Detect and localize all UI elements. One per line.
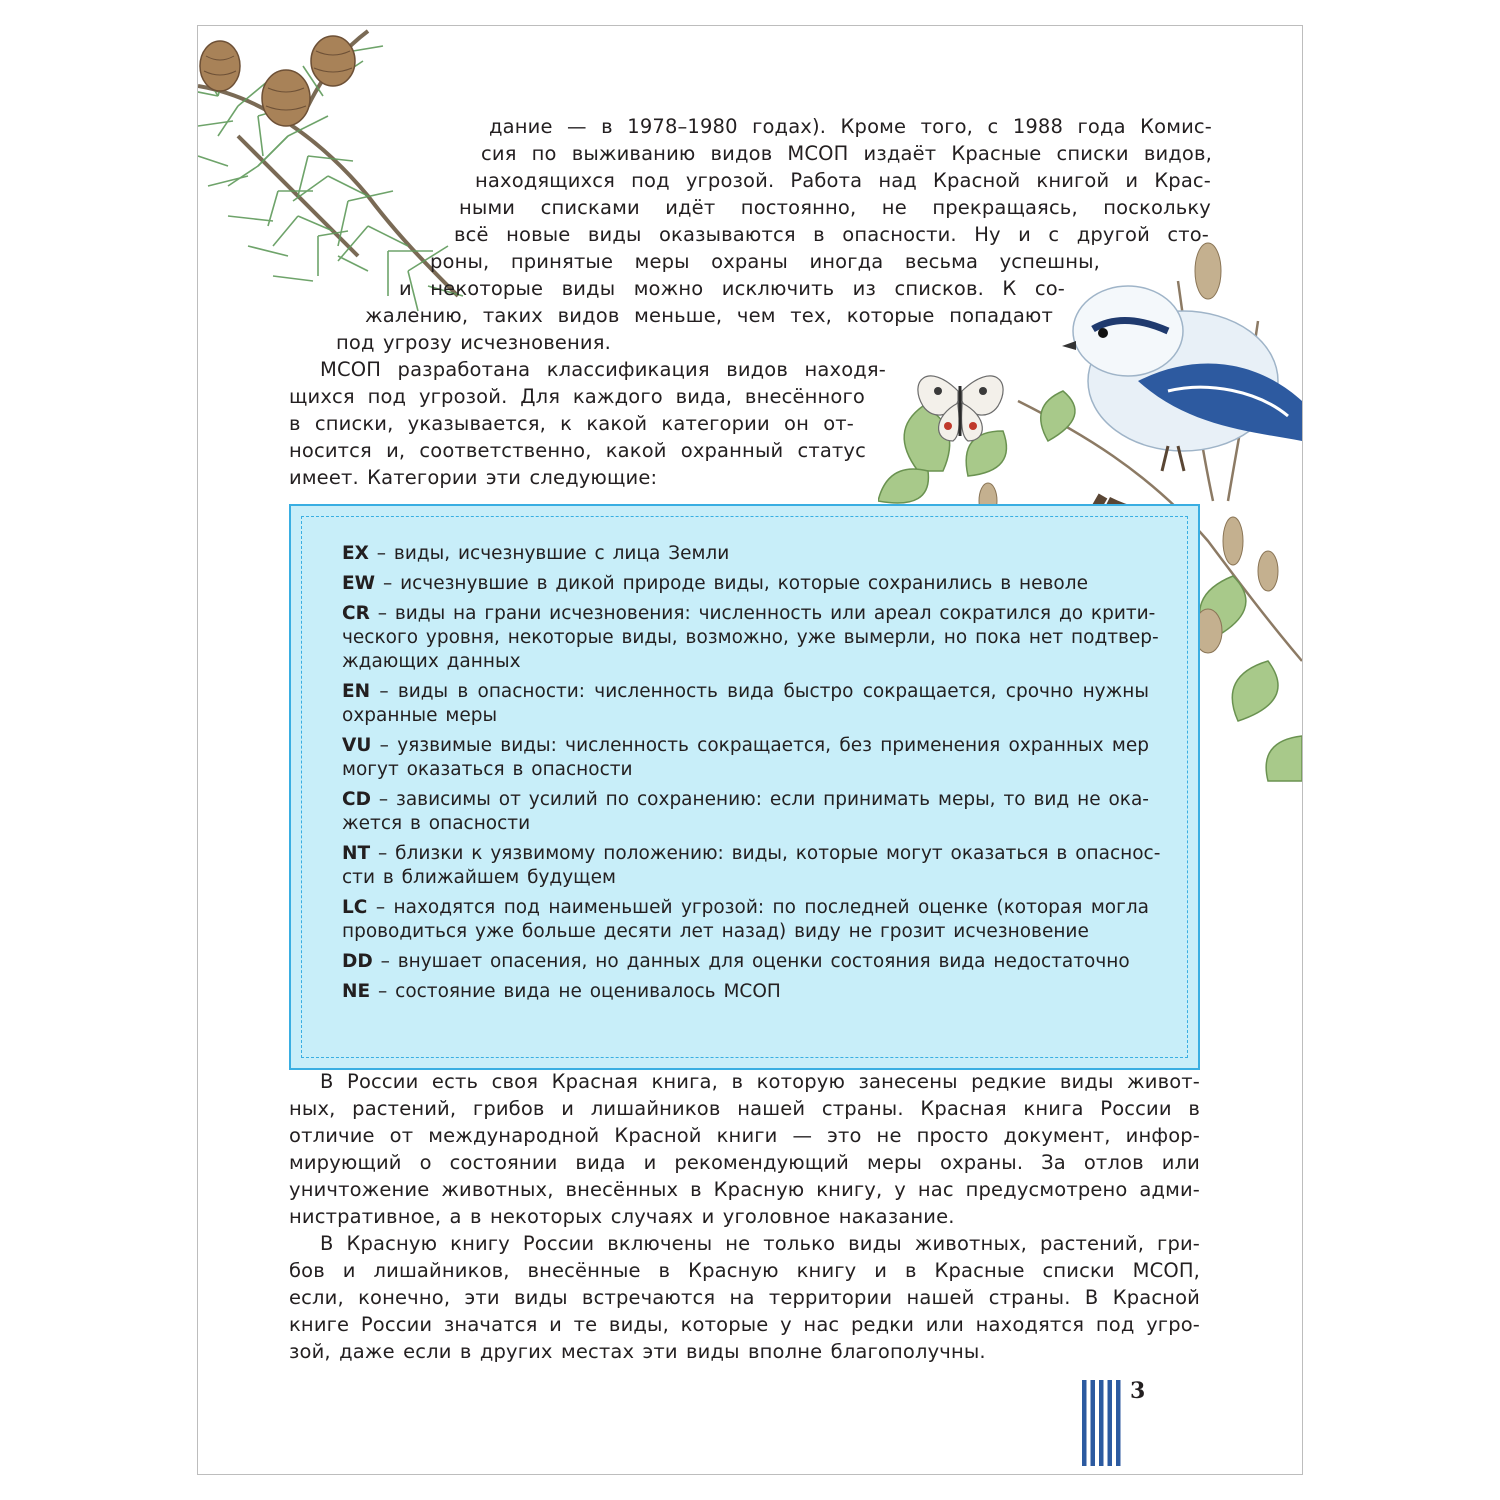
category-code: EX	[342, 543, 369, 564]
category-cr-continued: ческого уровня, некоторые виды, возможно, уже вымерли, но пока нет подтвер-	[342, 627, 1159, 648]
category-ew	[342, 572, 1142, 596]
text-line: сия по выживанию видов МСОП издаёт Красные списки видов,	[481, 142, 1212, 165]
category-dd	[342, 950, 1149, 974]
page-number: 3	[1130, 1378, 1146, 1404]
category-description: – зависимы от усилий по сохранению: если принимать меры, то вид не ока-	[378, 789, 1149, 810]
text-line: носится и, соответственно, какой охранный статус	[289, 439, 866, 462]
text-line: В России есть своя Красная книга, в которую занесены редкие виды живот-	[320, 1070, 1200, 1093]
text-line: бов и лишайников, внесённые в Красную книгу и в Красные списки МСОП,	[289, 1259, 1200, 1282]
book-page	[197, 25, 1303, 1475]
category-en	[342, 680, 1149, 704]
text-line: дание — в 1978–1980 годах). Кроме того, с 1988 года Комис-	[489, 115, 1212, 138]
text-line: книге России значатся и те виды, которые у нас редки или находятся под угро-	[289, 1313, 1200, 1336]
category-code: NE	[342, 981, 371, 1002]
category-code: NT	[342, 843, 371, 864]
category-code: VU	[342, 735, 372, 756]
category-description: – виды в опасности: численность вида быстро сокращается, срочно нужны	[379, 681, 1149, 702]
category-ex	[342, 542, 1142, 566]
category-cr	[342, 602, 1156, 626]
category-code: EW	[342, 573, 376, 594]
text-line: мирующий о состоянии вида и рекомендующий меры охраны. За отлов или	[289, 1151, 1200, 1174]
text-line: ных, растений, грибов и лишайников нашей страны. Красная книга России в	[289, 1097, 1200, 1120]
category-ne	[342, 980, 1142, 1004]
text-line: МСОП разработана классификация видов находя-	[320, 358, 886, 381]
text-line: отличие от международной Красной книги — это не просто документ, инфор-	[289, 1124, 1200, 1147]
category-lc-continued: проводиться уже больше десяти лет назад) виду не грозит исчезновение	[342, 921, 1089, 942]
category-description: – виды, исчезнувшие с лица Земли	[376, 543, 730, 564]
text-line: жалению, таких видов меньше, чем тех, которые попадают	[365, 304, 1053, 327]
category-code: EN	[342, 681, 371, 702]
category-en-continued: охранные меры	[342, 705, 498, 726]
category-description: – состояние вида не оценивалось МСОП	[378, 981, 781, 1002]
categories-box-dashed-border	[301, 516, 1188, 1058]
text-line: имеет. Категории эти следующие:	[289, 466, 658, 489]
category-description: – виды на грани исчезновения: численность или ареал сократился до крити-	[377, 603, 1156, 624]
page-stripes-icon	[1082, 1380, 1122, 1466]
category-description: – находятся под наименьшей угрозой: по последней оценке (которая могла	[375, 897, 1149, 918]
category-cd-continued: жется в опасности	[342, 813, 531, 834]
text-line: зой, даже если в других местах эти виды вполне благополучны.	[289, 1340, 986, 1363]
text-line: В Красную книгу России включены не только виды животных, растений, гри-	[320, 1232, 1200, 1255]
category-code: CD	[342, 789, 371, 810]
category-description: – уязвимые виды: численность сокращается, без применения охранных мер	[379, 735, 1149, 756]
category-code: DD	[342, 951, 373, 972]
category-cr-continued: ждающих данных	[342, 651, 521, 672]
text-line: уничтожение животных, внесённых в Красную книгу, у нас предусмотрено адми-	[289, 1178, 1200, 1201]
text-line: роны, принятые меры охраны иногда весьма успешны,	[430, 250, 1100, 273]
category-description: – исчезнувшие в дикой природе виды, которые сохранились в неволе	[382, 573, 1088, 594]
category-description: – внушает опасения, но данных для оценки состояния вида недостаточно	[380, 951, 1130, 972]
text-line: и некоторые виды можно исключить из списков. К со-	[399, 277, 1065, 300]
category-vu	[342, 734, 1149, 758]
category-code: LC	[342, 897, 368, 918]
text-line: ными списками идёт постоянно, не прекращаясь, поскольку	[459, 196, 1211, 219]
category-nt-continued: сти в ближайшем будущем	[342, 867, 616, 888]
category-code: CR	[342, 603, 370, 624]
category-lc	[342, 896, 1149, 920]
text-line: нистративное, а в некоторых случаях и уголовное наказание.	[289, 1205, 955, 1228]
category-description: – близки к уязвимому положению: виды, которые могут оказаться в опаснос-	[378, 843, 1161, 864]
text-line: под угрозу исчезновения.	[336, 331, 611, 354]
category-vu-continued: могут оказаться в опасности	[342, 759, 633, 780]
category-nt	[342, 842, 1161, 866]
text-line: если, конечно, эти виды встречаются на территории нашей страны. В Красной	[289, 1286, 1200, 1309]
category-cd	[342, 788, 1149, 812]
text-line: щихся под угрозой. Для каждого вида, внесённого	[289, 385, 865, 408]
text-line: находящихся под угрозой. Работа над Красной книгой и Крас-	[475, 169, 1211, 192]
text-line: всё новые виды оказываются в опасности. Ну и с другой сто-	[454, 223, 1209, 246]
text-line: в списки, указывается, к какой категории он от-	[289, 412, 854, 435]
